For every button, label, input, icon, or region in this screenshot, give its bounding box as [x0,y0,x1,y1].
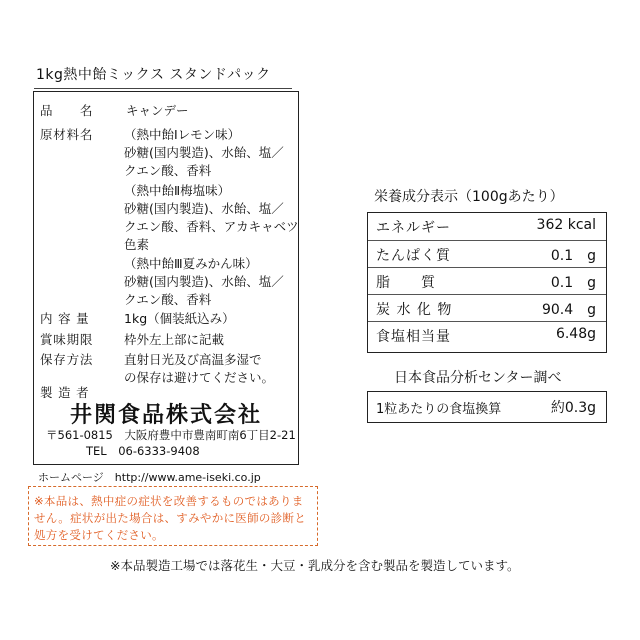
manufacturer-address: 〒561-0815 大阪府豊中市豊南町南6丁目2-21 [46,428,296,442]
name-value: キャンデー [126,103,189,118]
ingredient-line: 砂糖(国内製造)、水飴、塩／ [124,201,284,216]
expiry-label: 賞味期限 [40,332,94,347]
nutrition-title: 栄養成分表示（100gあたり） [374,189,564,205]
salt-per-piece-box [367,391,607,423]
nutrition-label: たんぱく質 [376,248,451,264]
salt-per-piece-value: 約0.3g [550,400,596,416]
nutrition-row [368,321,606,349]
expiry-value: 枠外左上部に記載 [124,332,225,347]
nutrition-row [368,213,606,240]
nutrition-value: 0.1 g [550,275,596,291]
nutrition-row [368,267,606,295]
ingredient-line: クエン酸、香料、アカキャベツ [124,219,299,234]
manufacturer-label: 製 造 者 [40,385,90,400]
nutrition-value: 6.48g [555,326,596,342]
manufacturer-name: 井関食品株式会社 [70,402,263,428]
ingredient-line: 砂糖(国内製造)、水飴、塩／ [124,274,284,289]
nutrition-label: 炭 水 化 物 [376,302,453,318]
name-label: 品 名 [40,103,94,118]
survey-source: 日本食品分析センター調べ [394,370,562,386]
nutrition-label: エネルギー [376,220,451,236]
nutrition-row [368,294,606,322]
storage-label: 保存方法 [40,352,94,367]
nutrition-label: 食塩相当量 [376,329,451,345]
nutrition-value: 90.4 g [541,302,596,318]
nutrition-value: 0.1 g [550,248,596,264]
ingredients-label: 原材料名 [40,127,94,142]
ingredient-line: 色素 [124,237,150,252]
product-title: 1kg熱中飴ミックス スタンドパック [36,67,271,83]
health-notice: ※本品は、熱中症の症状を改善するものではありません。症状が出た場合は、すみやかに医師の診断と処方を受けてください。 [34,494,307,542]
nutrition-label: 脂 質 [376,275,436,291]
nutrition-row [368,240,606,268]
nutrition-table [367,212,607,353]
allergen-notice: ※本品製造工場では落花生・大豆・乳成分を含む製品を製造しています。 [110,558,520,573]
nutrition-value: 362 kcal [536,217,596,233]
ingredient-line: （熱中飴Ⅱ梅塩味） [124,183,231,198]
ingredient-line: （熱中飴Ⅲ夏みかん味） [124,256,258,271]
title-underline [34,88,292,89]
ingredient-line: 砂糖(国内製造)、水飴、塩／ [124,145,284,160]
manufacturer-tel: TEL 06-6333-9408 [86,444,200,458]
ingredient-line: クエン酸、香料 [124,163,212,178]
content-label: 内 容 量 [40,311,90,326]
salt-per-piece-label: 1粒あたりの食塩換算 [376,402,502,417]
ingredient-line: クエン酸、香料 [124,292,212,307]
content-value: 1kg（個装紙込み） [124,311,235,326]
storage-line: 直射日光及び高温多湿で [124,352,262,367]
homepage-url: ホームページ http://www.ame-iseki.co.jp [38,471,261,484]
storage-line: の保存は避けてください。 [124,370,275,385]
ingredient-line: （熱中飴Ⅰレモン味） [124,127,241,142]
